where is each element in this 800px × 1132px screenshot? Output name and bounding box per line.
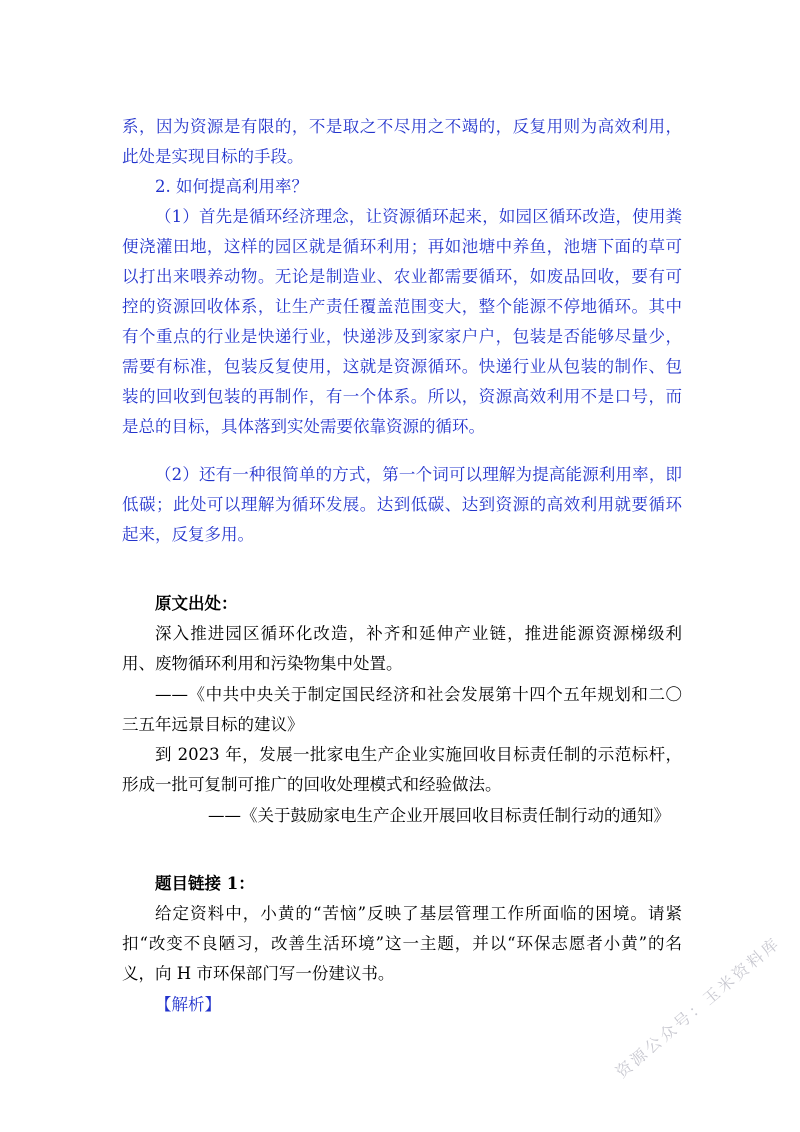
source-citation-1: ——《中共中央关于制定国民经济和社会发展第十四个五年规划和二〇三五年远景目标的建议》 — [122, 685, 682, 734]
subheading-improve-rate: 2. 如何提高利用率？ — [155, 177, 308, 196]
source-quote-1: 深入推进园区循环化改造，补齐和延伸产业链，推进能源资源梯级利用、废物循环利用和污染物集中处置。 — [122, 624, 682, 673]
question-heading: 题目链接 1： — [155, 874, 255, 893]
source-heading: 原文出处： — [155, 594, 238, 613]
source-quote-2: 到 2023 年，发展一批家电生产企业实施回收目标责任制的示范标杆，形成一批可复制可推广的回收处理模式和经验做法。 — [122, 745, 682, 794]
paragraph-point-2: （2）还有一种很简单的方式，第一个词可以理解为提高能源利用率，即低碳；此处可以理解为循环发展。达到低碳、达到资源的高效利用就要循环起来，反复多用。 — [122, 465, 682, 544]
paragraph-continuation: 系，因为资源是有限的，不是取之不尽用之不竭的，反复用则为高效利用，此处是实现目标的手段。 — [122, 117, 682, 166]
question-text: 给定资料中，小黄的“苦恼”反映了基层管理工作所面临的困境。请紧扣“改变不良陋习，改善生活环境”这一主题，并以“环保志愿者小黄”的名义，向 H 市环保部门写一份建议书。 — [122, 904, 682, 983]
paragraph-point-1: （1）首先是循环经济理念，让资源循环起来，如园区循环改造，使用粪便浇灌田地，这样的园区就是循环利用；再如池塘中养鱼，池塘下面的草可以打出来喂养动物。无论是制造业、农业都需要循环，如废品回收，要有可控的资源回收体系，让生产责任覆盖范围变大，整个能源不停地循环。其中有个重点的行业是快递行业，快递涉及到家家户户，包装是否能够尽量少，需要有标准，包装反复使用，这就是资源循环。快递行业从包装的制作、包装的回收到包装的再制作，有一个体系。所以，资源高效利用不是口号，而是总的目标，具体落到实处需要依靠资源的循环。 — [122, 207, 682, 436]
analysis-label: 【解析】 — [155, 995, 221, 1014]
watermark-text: 资源公众号：玉米资料库 — [611, 932, 785, 1082]
source-citation-2: ——《关于鼓励家电生产企业开展回收目标责任制行动的通知》 — [208, 806, 670, 825]
